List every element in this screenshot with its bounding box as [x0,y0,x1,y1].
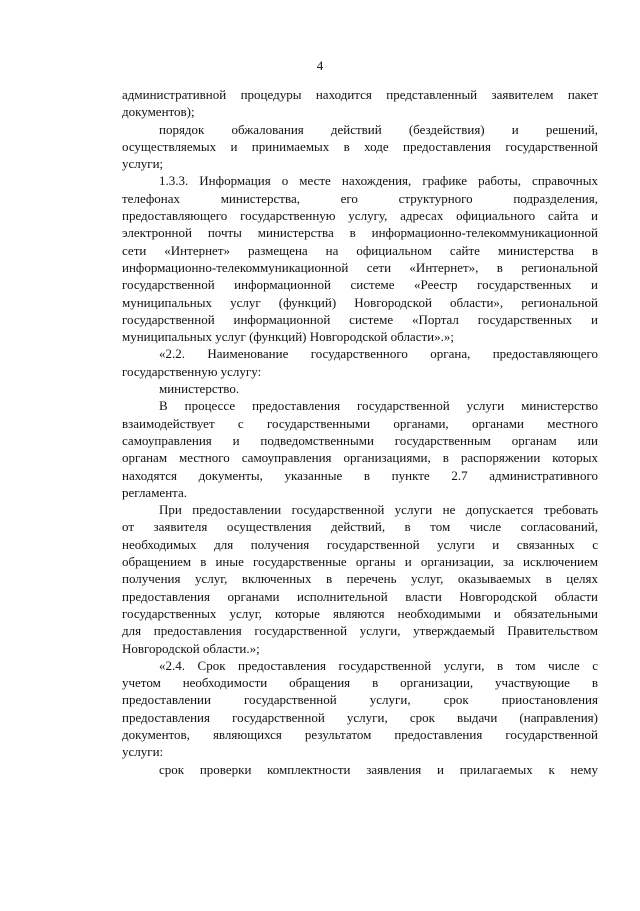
text-line: информационно-телекоммуникационной сети «Интернет», в региональной [122,259,598,275]
text-line: органам местного самоуправления организациями, в распоряжении которых [122,450,598,466]
text-line: от заявителя осуществления действий, в том числе согласований, [122,519,598,535]
text-line: электронной почты министерства в информационно-телекоммуникационной [122,225,598,241]
text-line: документов); [122,104,195,120]
text-line: взаимодействует с государственными органами, органами местного [122,415,598,431]
text-line: министерство. [159,381,240,397]
text-line: муниципальных услуг (функций) Новгородской области».»; [122,329,454,345]
document-body [122,86,598,778]
text-line: предоставляющего государственную услугу, адресах официального сайта и [122,208,598,224]
text-line: «2.4. Срок предоставления государственной услуги, в том числе с [159,657,598,673]
text-line: обращением в иные государственные органы и организации, за исключением [122,554,598,570]
text-line: для предоставления государственной услуги, утверждаемый Правительством [122,623,598,639]
text-line: 1.3.3. Информация о месте нахождения, графике работы, справочных [159,173,598,189]
text-line: В процессе предоставления государственной услуги министерство [159,398,598,414]
text-line: предоставления государственной услуги, срок выдачи (направления) [122,709,598,725]
text-line: срок проверки комплектности заявления и прилагаемых к нему [159,761,598,777]
text-line: учетом необходимости обращения в организации, участвующие в [122,675,598,691]
text-line: Новгородской области.»; [122,640,260,656]
text-line: самоуправления и подведомственными государственным органам или [122,432,598,448]
text-line: предоставлении государственной услуги, срок приостановления [122,692,598,708]
text-line: осуществляемых и принимаемых в ходе предоставления государственной [122,138,598,154]
text-line: административной процедуры находится представленный заявителем пакет [122,87,598,102]
text-line: «2.2. Наименование государственного органа, предоставляющего [159,346,598,362]
text-line: получения услуг, включенных в перечень услуг, оказываемых в целях [122,571,598,587]
text-line: услуги; [122,156,164,172]
text-line: порядок обжалования действий (бездействия) и решений, [159,121,598,137]
text-line: государственную услугу: [122,363,262,379]
text-line: государственной информационной системе «Портал государственных и [122,311,598,327]
text-line: находятся документы, указанные в пункте 2.7 административного [122,467,598,483]
page-number: 4 [316,58,324,73]
text-line: регламента. [122,484,188,500]
text-line: При предоставлении государственной услуги не допускается требовать [159,502,598,518]
text-line: документов, являющихся результатом предоставления государственной [122,726,598,742]
text-line: муниципальных услуг (функций) Новгородской области», региональной [122,294,598,310]
text-line: необходимых для получения государственной услуги и связанных с [122,536,598,552]
text-line: сети «Интернет» размещена на официальном сайте министерства в [122,242,598,258]
text-line: государственной информационной системе «Реестр государственных и [122,277,598,293]
text-line: услуги: [122,744,164,760]
text-line: предоставления органами исполнительной власти Новгородской области [122,588,598,604]
text-line: государственных услуг, которые являются необходимыми и обязательными [122,605,598,621]
text-line: телефонах министерства, его структурного подразделения, [122,190,598,206]
